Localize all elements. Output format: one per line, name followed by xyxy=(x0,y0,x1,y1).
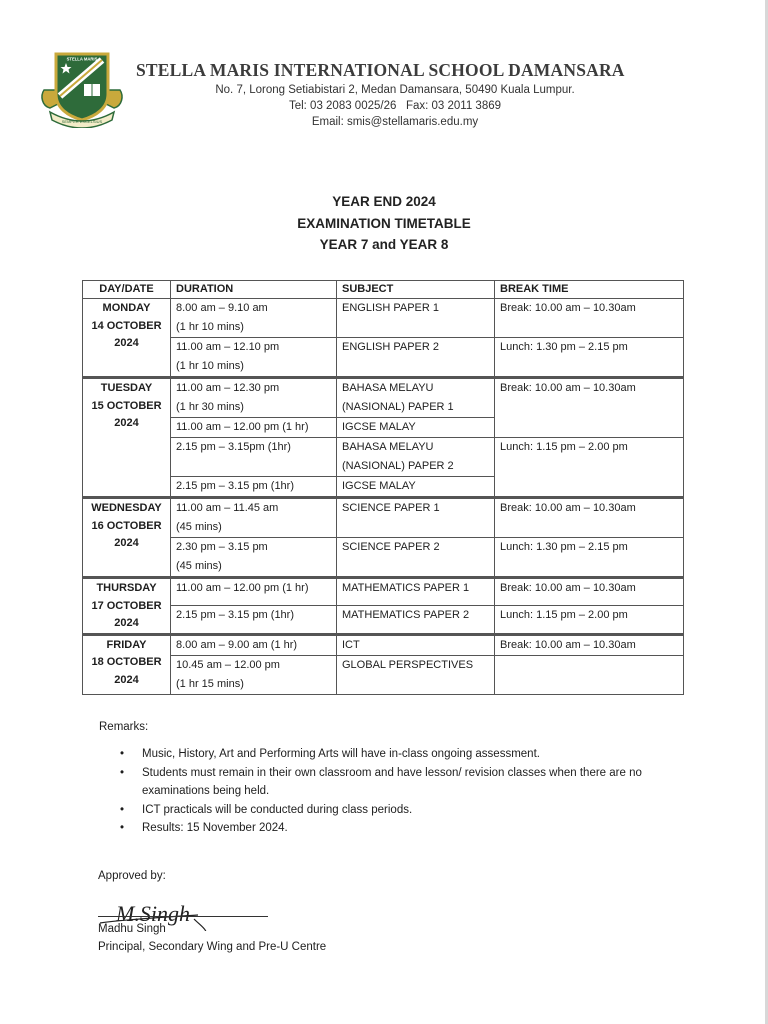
approved-by-label: Approved by: xyxy=(98,870,166,882)
signature-line xyxy=(98,916,268,917)
table-row xyxy=(83,578,684,606)
subject-cell: ENGLISH PAPER 2 xyxy=(337,338,495,378)
title-line-2: EXAMINATION TIMETABLE xyxy=(297,215,471,231)
table-row xyxy=(83,655,684,694)
school-tel-fax: Tel: 03 2083 0025/26 Fax: 03 2011 3869 xyxy=(288,100,502,112)
duration-cell: 2.15 pm – 3.15pm (1hr) xyxy=(171,438,337,477)
break-cell: Lunch: 1.15 pm – 2.00 pm xyxy=(495,438,684,498)
table-row xyxy=(83,438,684,477)
subject-cell: ICT xyxy=(337,634,495,655)
duration-cell: 11.00 am – 12.30 pm (1 hr 30 mins) xyxy=(171,378,337,418)
subject-cell: BAHASA MELAYU (NASIONAL) PAPER 1 xyxy=(337,378,495,418)
subject-cell: GLOBAL PERSPECTIVES xyxy=(337,655,495,694)
duration-cell: 10.45 am – 12.00 pm (1 hr 15 mins) xyxy=(171,655,337,694)
table-row xyxy=(83,338,684,378)
school-address: No. 7, Lorong Setiabistari 2, Medan Damansara, 50490 Kuala Lumpur. xyxy=(215,84,575,96)
exam-timetable xyxy=(82,280,684,695)
col-header-break: BREAK TIME xyxy=(495,281,684,299)
duration-cell: 11.00 am – 11.45 am (45 mins) xyxy=(171,498,337,538)
day-cell-friday: FRIDAY 18 OCTOBER 2024 xyxy=(83,634,171,694)
school-name: STELLA MARIS INTERNATIONAL SCHOOL DAMANSARA xyxy=(136,60,625,80)
break-cell: Lunch: 1.30 pm – 2.15 pm xyxy=(495,538,684,578)
table-row xyxy=(83,299,684,338)
break-cell xyxy=(495,655,684,694)
day-cell-tuesday: TUESDAY 15 OCTOBER 2024 xyxy=(83,378,171,498)
table-row xyxy=(83,605,684,634)
duration-cell: 2.15 pm – 3.15 pm (1hr) xyxy=(171,477,337,498)
break-cell: Break: 10.00 am – 10.30am xyxy=(495,498,684,538)
school-crest-logo xyxy=(40,50,124,128)
subject-cell: BAHASA MELAYU (NASIONAL) PAPER 2 xyxy=(337,438,495,477)
duration-cell: 11.00 am – 12.10 pm (1 hr 10 mins) xyxy=(171,338,337,378)
duration-cell: 8.00 am – 9.10 am (1 hr 10 mins) xyxy=(171,299,337,338)
remark-item: • Music, History, Art and Performing Arts will have in-class ongoing assessment. xyxy=(120,745,660,764)
day-cell-thursday: THURSDAY 17 OCTOBER 2024 xyxy=(83,578,171,635)
remarks-list xyxy=(120,745,660,838)
subject-cell: IGCSE MALAY xyxy=(337,477,495,498)
principal-name: Madhu Singh xyxy=(98,923,166,935)
duration-cell: 8.00 am – 9.00 am (1 hr) xyxy=(171,634,337,655)
col-header-subject: SUBJECT xyxy=(337,281,495,299)
break-cell: Lunch: 1.30 pm – 2.15 pm xyxy=(495,338,684,378)
subject-cell: SCIENCE PAPER 2 xyxy=(337,538,495,578)
table-row xyxy=(83,538,684,578)
remarks-heading: Remarks: xyxy=(99,721,149,733)
remark-item: • ICT practicals will be conducted during class periods. xyxy=(120,801,660,820)
break-cell: Lunch: 1.15 pm – 2.00 pm xyxy=(495,605,684,634)
svg-text:M.Singh: M.Singh xyxy=(116,901,190,926)
principal-title: Principal, Secondary Wing and Pre-U Centre xyxy=(98,941,327,953)
subject-cell: MATHEMATICS PAPER 1 xyxy=(337,578,495,606)
remark-item: • Results: 15 November 2024. xyxy=(120,819,660,838)
col-header-day: DAY/DATE xyxy=(83,281,171,299)
day-cell-monday: MONDAY 14 OCTOBER 2024 xyxy=(83,299,171,378)
break-cell: Break: 10.00 am – 10.30am xyxy=(495,578,684,606)
duration-cell: 2.30 pm – 3.15 pm (45 mins) xyxy=(171,538,337,578)
subject-cell: MATHEMATICS PAPER 2 xyxy=(337,605,495,634)
table-row xyxy=(83,634,684,655)
school-email: Email: smis@stellamaris.edu.my xyxy=(311,116,479,128)
subject-cell: ENGLISH PAPER 1 xyxy=(337,299,495,338)
break-cell: Break: 10.00 am – 10.30am xyxy=(495,378,684,438)
title-line-1: YEAR END 2024 xyxy=(332,194,436,209)
table-row xyxy=(83,498,684,538)
duration-cell: 11.00 am – 12.00 pm (1 hr) xyxy=(171,578,337,606)
table-row xyxy=(83,378,684,418)
col-header-duration: DURATION xyxy=(171,281,337,299)
duration-cell: 11.00 am – 12.00 pm (1 hr) xyxy=(171,418,337,438)
document-title xyxy=(0,191,768,256)
break-cell: Break: 10.00 am – 10.30am xyxy=(495,299,684,338)
subject-cell: SCIENCE PAPER 1 xyxy=(337,498,495,538)
table-header-row xyxy=(83,281,684,299)
school-contact xyxy=(160,82,630,130)
break-cell: Break: 10.00 am – 10.30am xyxy=(495,634,684,655)
remark-item: • Students must remain in their own classroom and have lesson/ revision classes when there are no examinations being held. xyxy=(120,764,660,801)
title-line-3: YEAR 7 and YEAR 8 xyxy=(319,237,449,252)
svg-text:STELLA MARIS: STELLA MARIS xyxy=(66,56,98,62)
duration-cell: 2.15 pm – 3.15 pm (1hr) xyxy=(171,605,337,634)
day-cell-wednesday: WEDNESDAY 16 OCTOBER 2024 xyxy=(83,498,171,578)
svg-text:SEMPER EXCELSIUS: SEMPER EXCELSIUS xyxy=(61,119,103,124)
subject-cell: IGCSE MALAY xyxy=(337,418,495,438)
